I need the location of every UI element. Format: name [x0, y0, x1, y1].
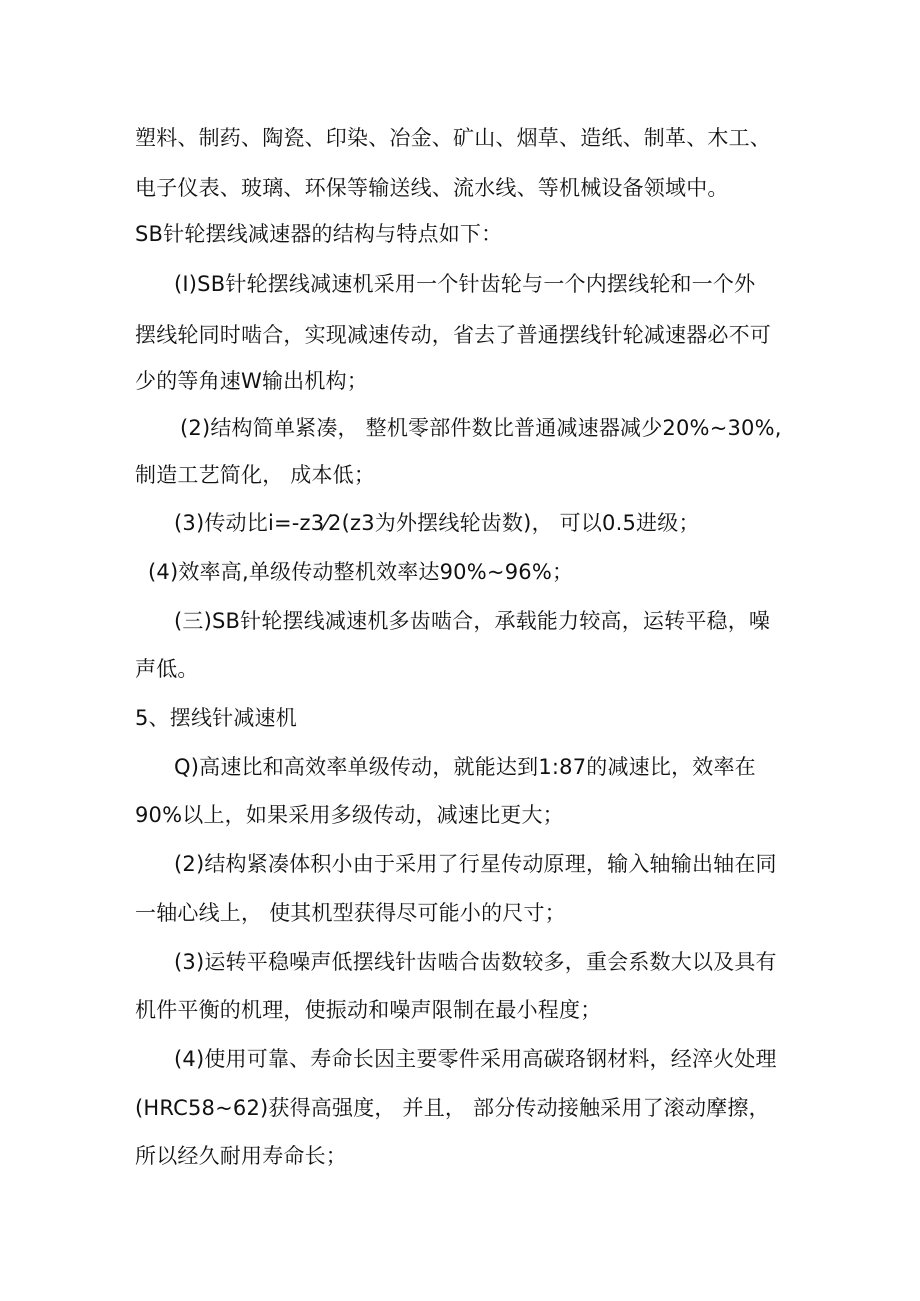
text-line: Q)高速比和高效率单级传动，就能达到1:87的减速比，效率在	[174, 755, 756, 779]
text-line: (2)结构简单紧凑， 整机零部件数比普通减速器减少20%~30%,	[180, 416, 782, 440]
text-line: (4)使用可靠、寿命长因主要零件采用高碳珞钢材料，经淬火处理	[174, 1047, 777, 1071]
text-line: (HRC58~62)获得高强度， 并且， 部分传动接触采用了滚动摩擦，	[135, 1096, 770, 1120]
text-line: 所以经久耐用寿命长；	[135, 1144, 347, 1168]
text-line: (4)效率高,单级传动整机效率达90%~96%；	[148, 560, 574, 584]
section-heading: 5、摆线针减速机	[135, 706, 297, 730]
text-line: 塑料、制药、陶瓷、印染、冶金、矿山、烟草、造纸、制革、木工、	[135, 126, 771, 150]
text-line: 90%以上，如果采用多级传动，减速比更大；	[135, 803, 564, 827]
text-line: (3)运转平稳噪声低摆线针齿啮合齿数较多，重会系数大以及具有	[174, 950, 777, 974]
text-line: 声低。	[135, 657, 199, 681]
text-line: (I)SB针轮摆线减速机采用一个针齿轮与一个内摆线轮和一个外	[174, 272, 756, 296]
text-line: (3)传动比i=-z3⁄2(z3为外摆线轮齿数)， 可以0.5进级；	[174, 511, 700, 535]
text-line: (三)SB针轮摆线减速机多齿啮合，承载能力较高，运转平稳，噪	[174, 609, 771, 633]
text-line: 一轴心线上， 使其机型获得尽可能小的尺寸；	[135, 901, 566, 925]
text-line: (2)结构紧凑体积小由于采用了行星传动原理，输入轴输出轴在同	[174, 852, 777, 876]
section-intro-line: SB针轮摆线减速器的结构与特点如下：	[135, 222, 503, 246]
text-line: 摆线轮同时啮合，实现减速传动，省去了普通摆线针轮减速器必不可	[135, 323, 771, 347]
text-line: 制造工艺简化， 成本低；	[135, 463, 376, 487]
text-line: 电子仪表、玻璃、环保等输送线、流水线、等机械设备领域中。	[135, 176, 729, 200]
text-line: 机件平衡的机理，使振动和噪声限制在最小程度；	[135, 998, 602, 1022]
text-line: 少的等角速W输出机构；	[135, 369, 368, 393]
